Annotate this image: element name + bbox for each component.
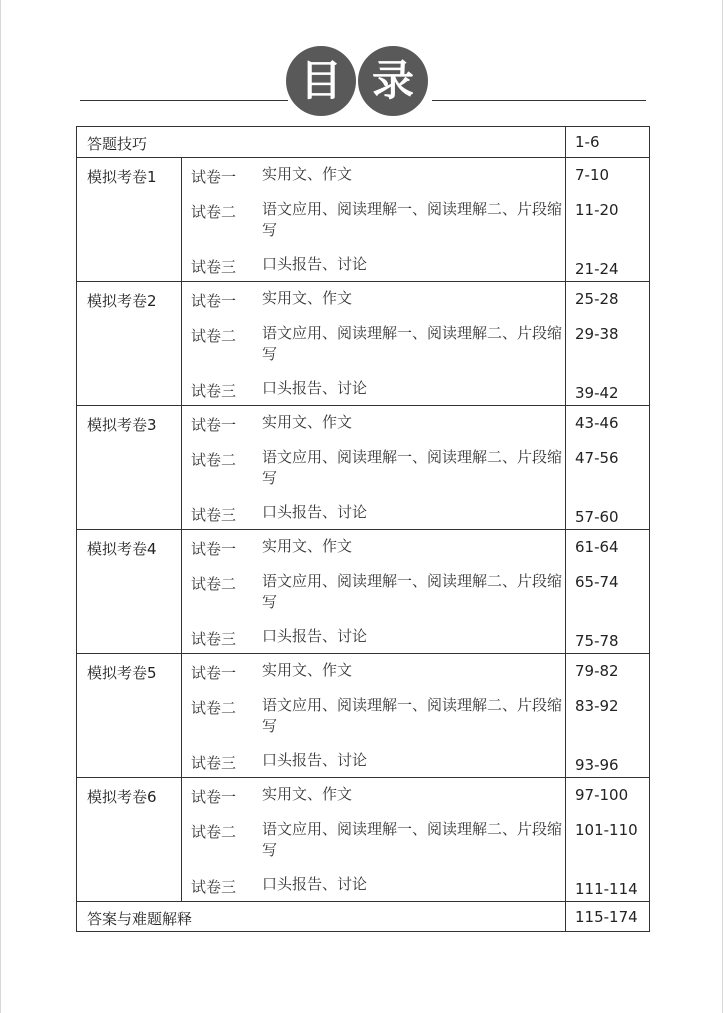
paper-content: 语文应用、阅读理解一、阅读理解二、片段缩写	[262, 200, 563, 239]
paper-name: 试卷一	[191, 664, 237, 682]
column-divider	[565, 902, 566, 931]
title-rule-left	[80, 100, 288, 101]
paper-pages: 21-24	[575, 260, 619, 278]
paper-name: 试卷一	[191, 416, 237, 434]
paper-content: 口头报告、讨论	[262, 627, 368, 645]
column-divider	[565, 127, 566, 157]
column-divider	[181, 158, 182, 281]
column-divider	[565, 158, 566, 281]
page-title	[0, 42, 723, 122]
paper-name: 试卷三	[191, 754, 237, 772]
paper-name: 试卷一	[191, 168, 237, 186]
column-divider	[565, 778, 566, 901]
paper-pages: 93-96	[575, 756, 619, 774]
exam-name: 模拟考卷1	[87, 168, 157, 186]
paper-name: 试卷二	[191, 823, 237, 841]
exam-group	[77, 281, 649, 405]
paper-content: 口头报告、讨论	[262, 379, 368, 397]
paper-content: 口头报告、讨论	[262, 875, 368, 893]
exam-name: 模拟考卷5	[87, 664, 157, 682]
paper-content: 语文应用、阅读理解一、阅读理解二、片段缩写	[262, 820, 563, 859]
paper-content: 口头报告、讨论	[262, 255, 368, 273]
answers-pages: 115-174	[575, 908, 638, 926]
title-rule-right	[432, 100, 646, 101]
paper-content: 口头报告、讨论	[262, 751, 368, 769]
paper-name: 试卷二	[191, 699, 237, 717]
paper-name: 试卷二	[191, 451, 237, 469]
paper-pages: 97-100	[575, 786, 629, 804]
paper-content: 实用文、作文	[262, 289, 353, 307]
exam-group	[77, 157, 649, 281]
paper-content: 实用文、作文	[262, 413, 353, 431]
paper-content: 实用文、作文	[262, 537, 353, 555]
paper-pages: 7-10	[575, 166, 610, 184]
paper-name: 试卷三	[191, 630, 237, 648]
paper-content: 实用文、作文	[262, 165, 353, 183]
exam-name: 模拟考卷2	[87, 292, 157, 310]
paper-pages: 29-38	[575, 325, 619, 343]
paper-name: 试卷三	[191, 506, 237, 524]
paper-name: 试卷三	[191, 258, 237, 276]
title-char-1: 目	[286, 46, 356, 116]
paper-content: 语文应用、阅读理解一、阅读理解二、片段缩写	[262, 572, 563, 611]
paper-pages: 75-78	[575, 632, 619, 650]
exam-group	[77, 529, 649, 653]
paper-content: 口头报告、讨论	[262, 503, 368, 521]
paper-content: 语文应用、阅读理解一、阅读理解二、片段缩写	[262, 448, 563, 487]
paper-pages: 101-110	[575, 821, 638, 839]
paper-content: 实用文、作文	[262, 785, 353, 803]
column-divider	[565, 406, 566, 529]
toc-table	[76, 126, 650, 932]
paper-name: 试卷三	[191, 382, 237, 400]
exam-group	[77, 405, 649, 529]
paper-name: 试卷一	[191, 540, 237, 558]
paper-pages: 47-56	[575, 449, 619, 467]
page-edge-left	[0, 0, 1, 1013]
exam-group	[77, 653, 649, 777]
title-char-2: 录	[358, 46, 428, 116]
column-divider	[181, 778, 182, 901]
paper-pages: 61-64	[575, 538, 619, 556]
paper-name: 试卷一	[191, 788, 237, 806]
toc-row-answers	[77, 901, 649, 931]
paper-pages: 65-74	[575, 573, 619, 591]
exam-name: 模拟考卷3	[87, 416, 157, 434]
paper-name: 试卷三	[191, 878, 237, 896]
exam-group	[77, 777, 649, 901]
paper-pages: 25-28	[575, 290, 619, 308]
column-divider	[181, 530, 182, 653]
column-divider	[181, 282, 182, 405]
column-divider	[181, 654, 182, 777]
column-divider	[565, 282, 566, 405]
column-divider	[565, 654, 566, 777]
paper-name: 试卷二	[191, 203, 237, 221]
paper-content: 语文应用、阅读理解一、阅读理解二、片段缩写	[262, 324, 563, 363]
paper-name: 试卷二	[191, 575, 237, 593]
column-divider	[565, 530, 566, 653]
paper-content: 语文应用、阅读理解一、阅读理解二、片段缩写	[262, 696, 563, 735]
paper-content: 实用文、作文	[262, 661, 353, 679]
paper-pages: 83-92	[575, 697, 619, 715]
exam-name: 模拟考卷6	[87, 788, 157, 806]
intro-pages: 1-6	[575, 133, 600, 151]
toc-row-intro	[77, 127, 649, 157]
answers-label: 答案与难题解释	[87, 910, 193, 928]
paper-pages: 57-60	[575, 508, 619, 526]
exam-name: 模拟考卷4	[87, 540, 157, 558]
paper-pages: 43-46	[575, 414, 619, 432]
paper-pages: 39-42	[575, 384, 619, 402]
paper-pages: 111-114	[575, 880, 638, 898]
paper-name: 试卷一	[191, 292, 237, 310]
paper-name: 试卷二	[191, 327, 237, 345]
paper-pages: 11-20	[575, 201, 619, 219]
intro-label: 答题技巧	[87, 135, 148, 153]
column-divider	[181, 406, 182, 529]
paper-pages: 79-82	[575, 662, 619, 680]
